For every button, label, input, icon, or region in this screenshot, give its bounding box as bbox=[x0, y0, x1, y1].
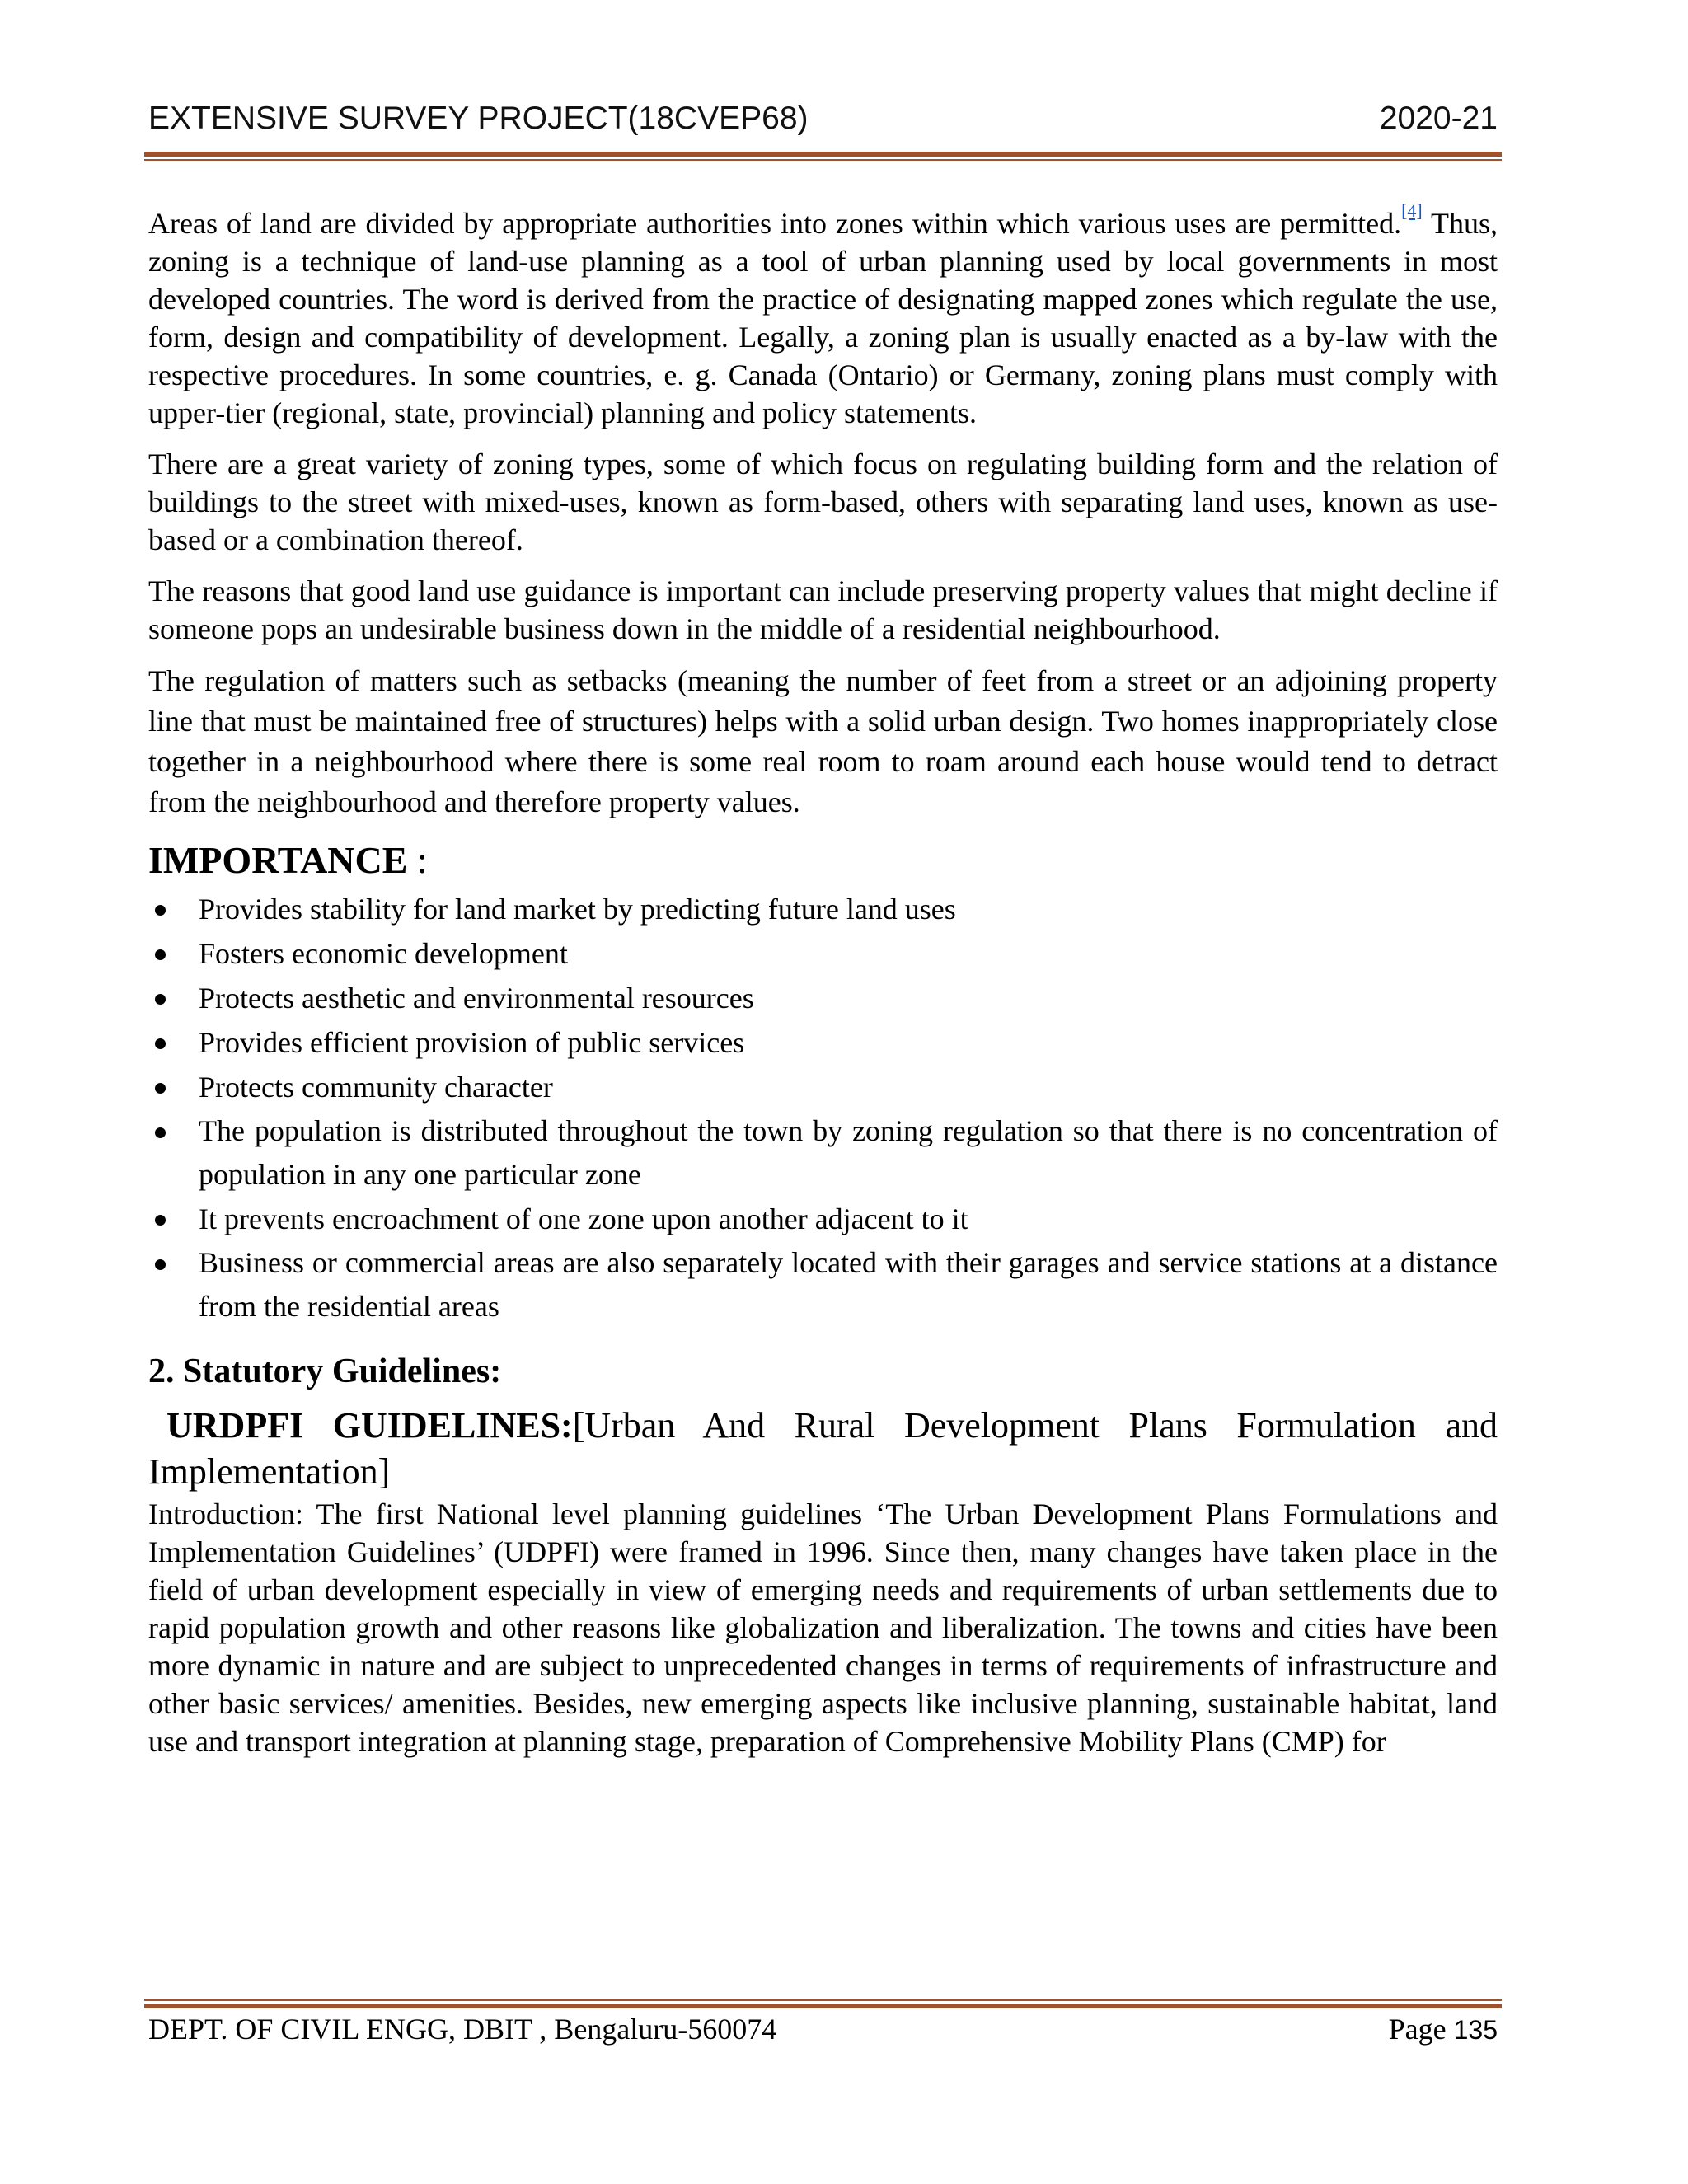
page-header bbox=[148, 101, 1498, 137]
paragraph-zoning-definition: Areas of land are divided by appropriate authorities into zones within which various uses are permitted.[4] Thus, zoning is a technique of land-use planning as a tool of urban planning used by local governments in most developed countries. The word is derived from the practice of designating mapped zones which regulate the use, form, design and compatibility of development. Legally, a zoning plan is usually enacted as a by-law with the respective procedures. In some countries, e. g. Canada (Ontario) or Germany, zoning plans must comply with upper-tier (regional, state, provincial) planning and policy statements. bbox=[148, 200, 1498, 429]
list-item: It prevents encroachment of one zone upon another adjacent to it bbox=[148, 1197, 1498, 1241]
list-item: Fosters economic development bbox=[148, 931, 1498, 976]
list-item: Provides stability for land market by predicting future land uses bbox=[148, 887, 1498, 931]
list-item: Protects community character bbox=[148, 1065, 1498, 1109]
bullet-icon bbox=[155, 1215, 166, 1226]
urdpfi-heading: URDPFI GUIDELINES:[Urban And Rural Development Plans Formulation and Implementation] bbox=[148, 1405, 1498, 1492]
header-rule-thick bbox=[144, 152, 1502, 157]
reference-link[interactable]: [4] bbox=[1401, 200, 1423, 221]
importance-heading: IMPORTANCE : bbox=[148, 839, 428, 881]
page-footer bbox=[148, 2012, 1498, 2046]
paragraph-zoning-types: There are a great variety of zoning types, some of which focus on regulating building form and the relation of buildings to the street with mixed-uses, known as form-based, others with separating land uses, known as use-based or a combination thereof. bbox=[148, 448, 1498, 556]
bullet-icon bbox=[155, 1259, 166, 1270]
bullet-icon bbox=[155, 1038, 166, 1049]
header-title: EXTENSIVE SURVEY PROJECT(18CVEP68) bbox=[148, 101, 809, 136]
paragraph-introduction: Introduction: The first National level planning guidelines ‘The Urban Development Plans Formulations and Implementation Guidelines’ (UDPFI) were framed in 1996. Since then, many changes have taken place in the field of urban development especially in view of emerging needs and requirements of urban settlements due to rapid population growth and other reasons like globalization and liberalization. The towns and cities have been more dynamic in nature and are subject to unprecedented changes in terms of requirements of infrastructure and other basic services/ amenities. Besides, new emerging aspects like inclusive planning, sustainable habitat, land use and transport integration at planning stage, preparation of Comprehensive Mobility Plans (CMP) for bbox=[148, 1497, 1498, 1758]
list-item: Business or commercial areas are also separately located with their garages and service stations at a distance from the residential areas bbox=[148, 1241, 1498, 1329]
footer-rule-thin bbox=[144, 1999, 1502, 2001]
page-body bbox=[148, 200, 1498, 1774]
bullet-icon bbox=[155, 949, 166, 960]
paragraph-land-use-guidance: The reasons that good land use guidance is important can include preserving property values that might decline if someone pops an undesirable business down in the middle of a residential neighbourhood. bbox=[148, 574, 1498, 645]
section-heading-statutory-guidelines: 2. Statutory Guidelines: bbox=[148, 1352, 502, 1390]
list-item: Provides efficient provision of public services bbox=[148, 1020, 1498, 1065]
bullet-icon bbox=[155, 1083, 166, 1094]
page-number: Page 135 bbox=[1388, 2013, 1498, 2046]
importance-list bbox=[148, 887, 1498, 1329]
list-item: Protects aesthetic and environmental resources bbox=[148, 976, 1498, 1020]
bullet-icon bbox=[155, 994, 166, 1005]
header-rule-thin bbox=[144, 159, 1502, 161]
footer-department: DEPT. OF CIVIL ENGG, DBIT , Bengaluru-560074 bbox=[148, 2013, 777, 2046]
bullet-icon bbox=[155, 905, 166, 916]
header-year: 2020-21 bbox=[1379, 101, 1498, 136]
paragraph-setbacks: The regulation of matters such as setbacks (meaning the number of feet from a street or an adjoining property line that must be maintained free of structures) helps with a solid urban design. Two homes inappropriately close together in a neighbourhood where there is some real room to roam around each house would tend to detract from the neighbourhood and therefore property values. bbox=[148, 664, 1498, 818]
list-item: The population is distributed throughout the town by zoning regulation so that there is no concentration of population in any one particular zone bbox=[148, 1109, 1498, 1197]
bullet-icon bbox=[155, 1127, 166, 1138]
footer-rule-thick bbox=[144, 2004, 1502, 2008]
